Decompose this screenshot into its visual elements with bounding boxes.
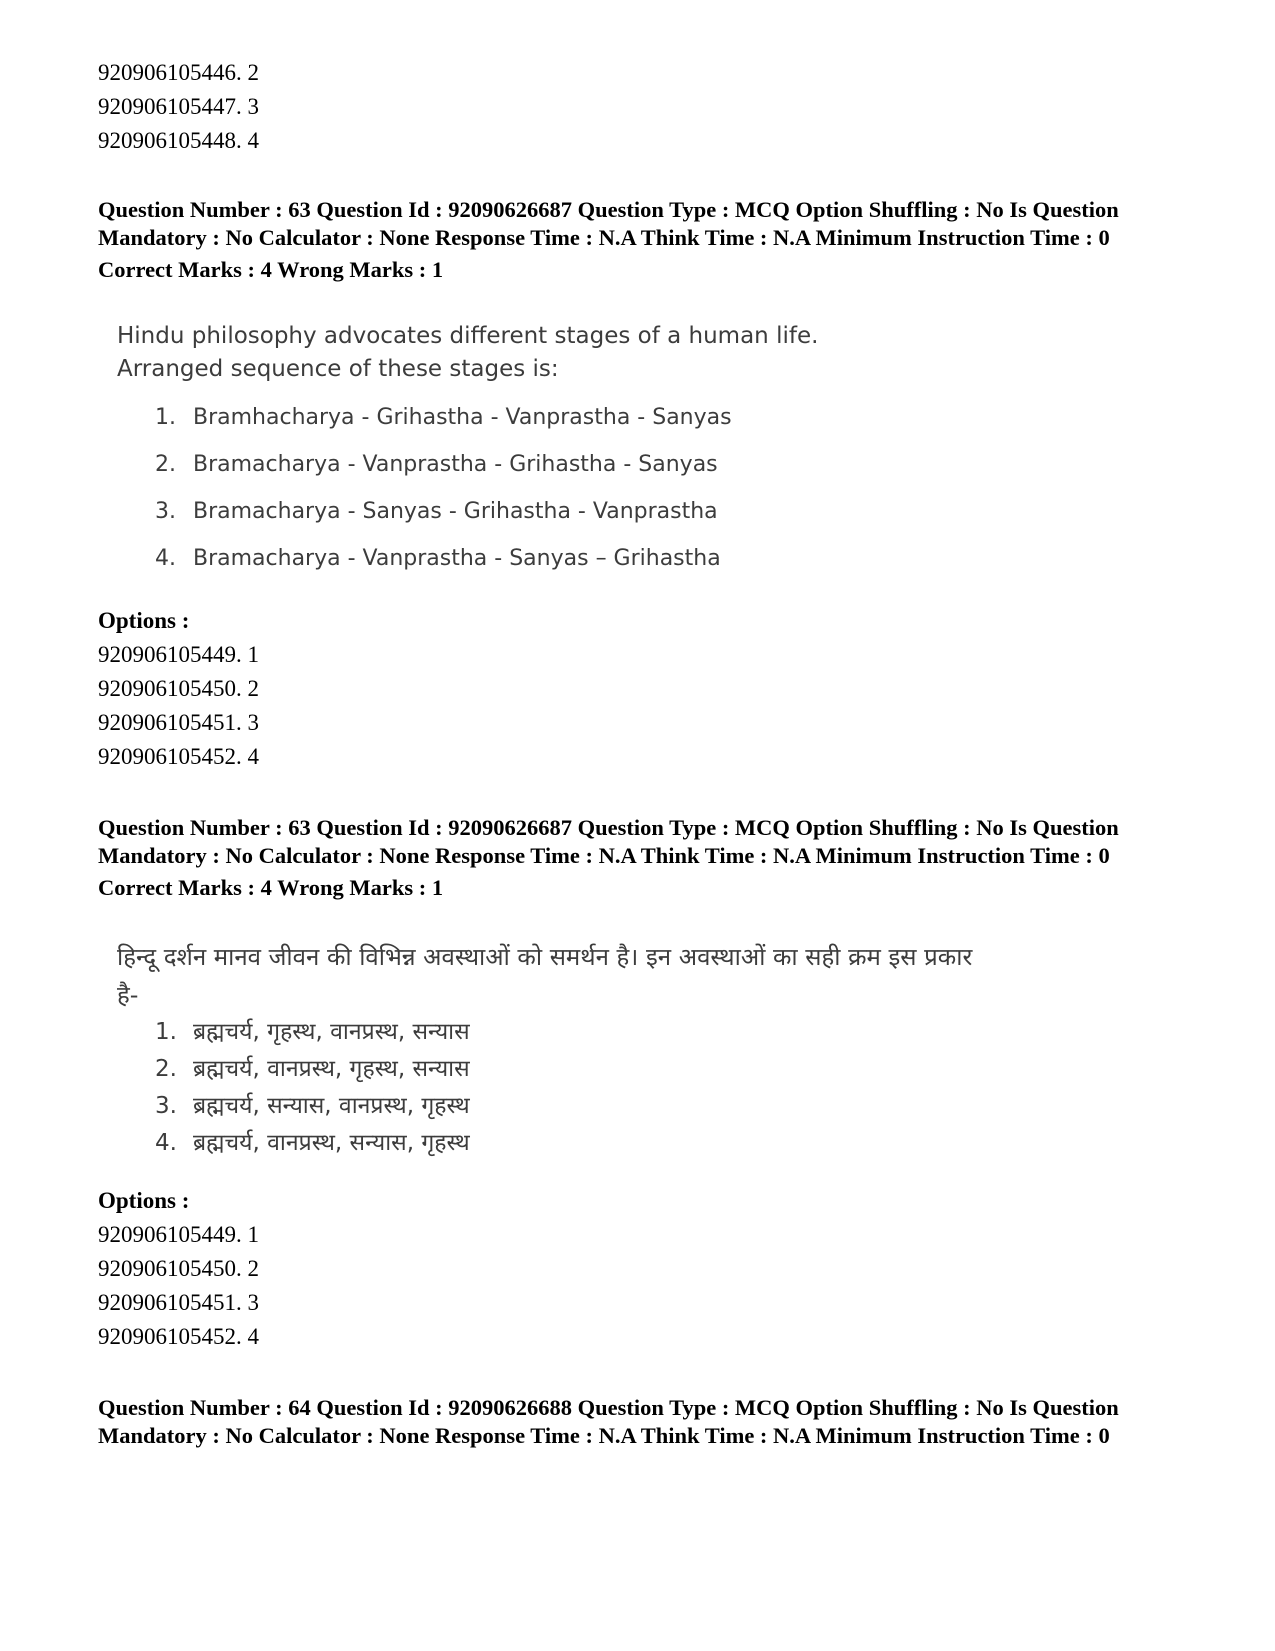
option-line: 920906105448. 4 (98, 128, 259, 153)
choice-item (117, 1088, 1178, 1125)
document-page (98, 56, 1178, 1450)
option-line: 920906105452. 4 (98, 744, 259, 769)
choice-list (117, 394, 1178, 582)
choice-text: Bramhacharya - Grihastha - Vanprastha - Sanyas (193, 405, 732, 430)
options-section (98, 604, 1178, 774)
option-line: 920906105449. 1 (98, 1222, 259, 1247)
choice-item (117, 394, 1178, 441)
question-text: हिन्दू दर्शन मानव जीवन की विभिन्न अवस्थाओं को समर्थन है। इन अवस्थाओं का सही क्रम इस प्रकार है- (117, 943, 973, 1009)
choice-item (117, 535, 1178, 582)
choice-text: Bramacharya - Vanprastha - Grihastha - Sanyas (193, 452, 718, 477)
choice-item (117, 1051, 1178, 1088)
choice-number: 2. (155, 452, 176, 477)
question-marks: Correct Marks : 4 Wrong Marks : 1 (98, 875, 444, 900)
option-line: 920906105452. 4 (98, 1324, 259, 1349)
option-line: 920906105450. 2 (98, 676, 259, 701)
choice-number: 1. (155, 1019, 177, 1045)
choice-list (117, 1014, 1178, 1162)
option-line: 920906105450. 2 (98, 1256, 259, 1281)
options-section (98, 1184, 1178, 1354)
question-meta: Question Number : 64 Question Id : 92090626688 Question Type : MCQ Option Shuffling : No Is Question Mandatory : No Calculator : None Response Time : N.A Think Time : N.A Minimum Instruction Time : 0 (98, 1395, 1119, 1448)
choice-number: 3. (155, 499, 176, 524)
question-content (117, 320, 1178, 582)
question-text: Hindu philosophy advocates different stages of a human life. Arranged sequence of these stages is: (117, 323, 819, 382)
choice-text: Bramacharya - Sanyas - Grihastha - Vanprastha (193, 499, 718, 524)
choice-text: ब्रह्मचर्य, वानप्रस्थ, गृहस्थ, सन्यास (193, 1056, 470, 1082)
choice-item (117, 441, 1178, 488)
question-block-en (98, 196, 1178, 774)
question-marks: Correct Marks : 4 Wrong Marks : 1 (98, 257, 444, 282)
choice-item (117, 1125, 1178, 1162)
option-line: 920906105451. 3 (98, 1290, 259, 1315)
previous-options-list (98, 56, 1178, 158)
option-line: 920906105449. 1 (98, 642, 259, 667)
question-meta: Question Number : 63 Question Id : 92090626687 Question Type : MCQ Option Shuffling : No Is Question Mandatory : No Calculator : None Response Time : N.A Think Time : N.A Minimum Instruction Time : 0 (98, 815, 1119, 868)
option-line: 920906105451. 3 (98, 710, 259, 735)
question-block-next (98, 1394, 1178, 1450)
options-title: Options : (98, 608, 190, 633)
choice-number: 3. (155, 1093, 177, 1119)
options-title: Options : (98, 1188, 190, 1213)
choice-number: 2. (155, 1056, 177, 1082)
question-meta: Question Number : 63 Question Id : 92090626687 Question Type : MCQ Option Shuffling : No Is Question Mandatory : No Calculator : None Response Time : N.A Think Time : N.A Minimum Instruction Time : 0 (98, 197, 1119, 250)
option-line: 920906105447. 3 (98, 94, 259, 119)
question-content (117, 938, 1178, 1162)
choice-text: ब्रह्मचर्य, वानप्रस्थ, सन्यास, गृहस्थ (193, 1130, 470, 1156)
choice-text: Bramacharya - Vanprastha - Sanyas – Grihastha (193, 546, 721, 571)
choice-number: 4. (155, 546, 176, 571)
choice-item (117, 1014, 1178, 1051)
option-line: 920906105446. 2 (98, 60, 259, 85)
choice-number: 4. (155, 1130, 177, 1156)
choice-number: 1. (155, 405, 176, 430)
choice-text: ब्रह्मचर्य, सन्यास, वानप्रस्थ, गृहस्थ (193, 1093, 470, 1119)
question-block-hi (98, 814, 1178, 1354)
choice-text: ब्रह्मचर्य, गृहस्थ, वानप्रस्थ, सन्यास (193, 1019, 470, 1045)
choice-item (117, 488, 1178, 535)
